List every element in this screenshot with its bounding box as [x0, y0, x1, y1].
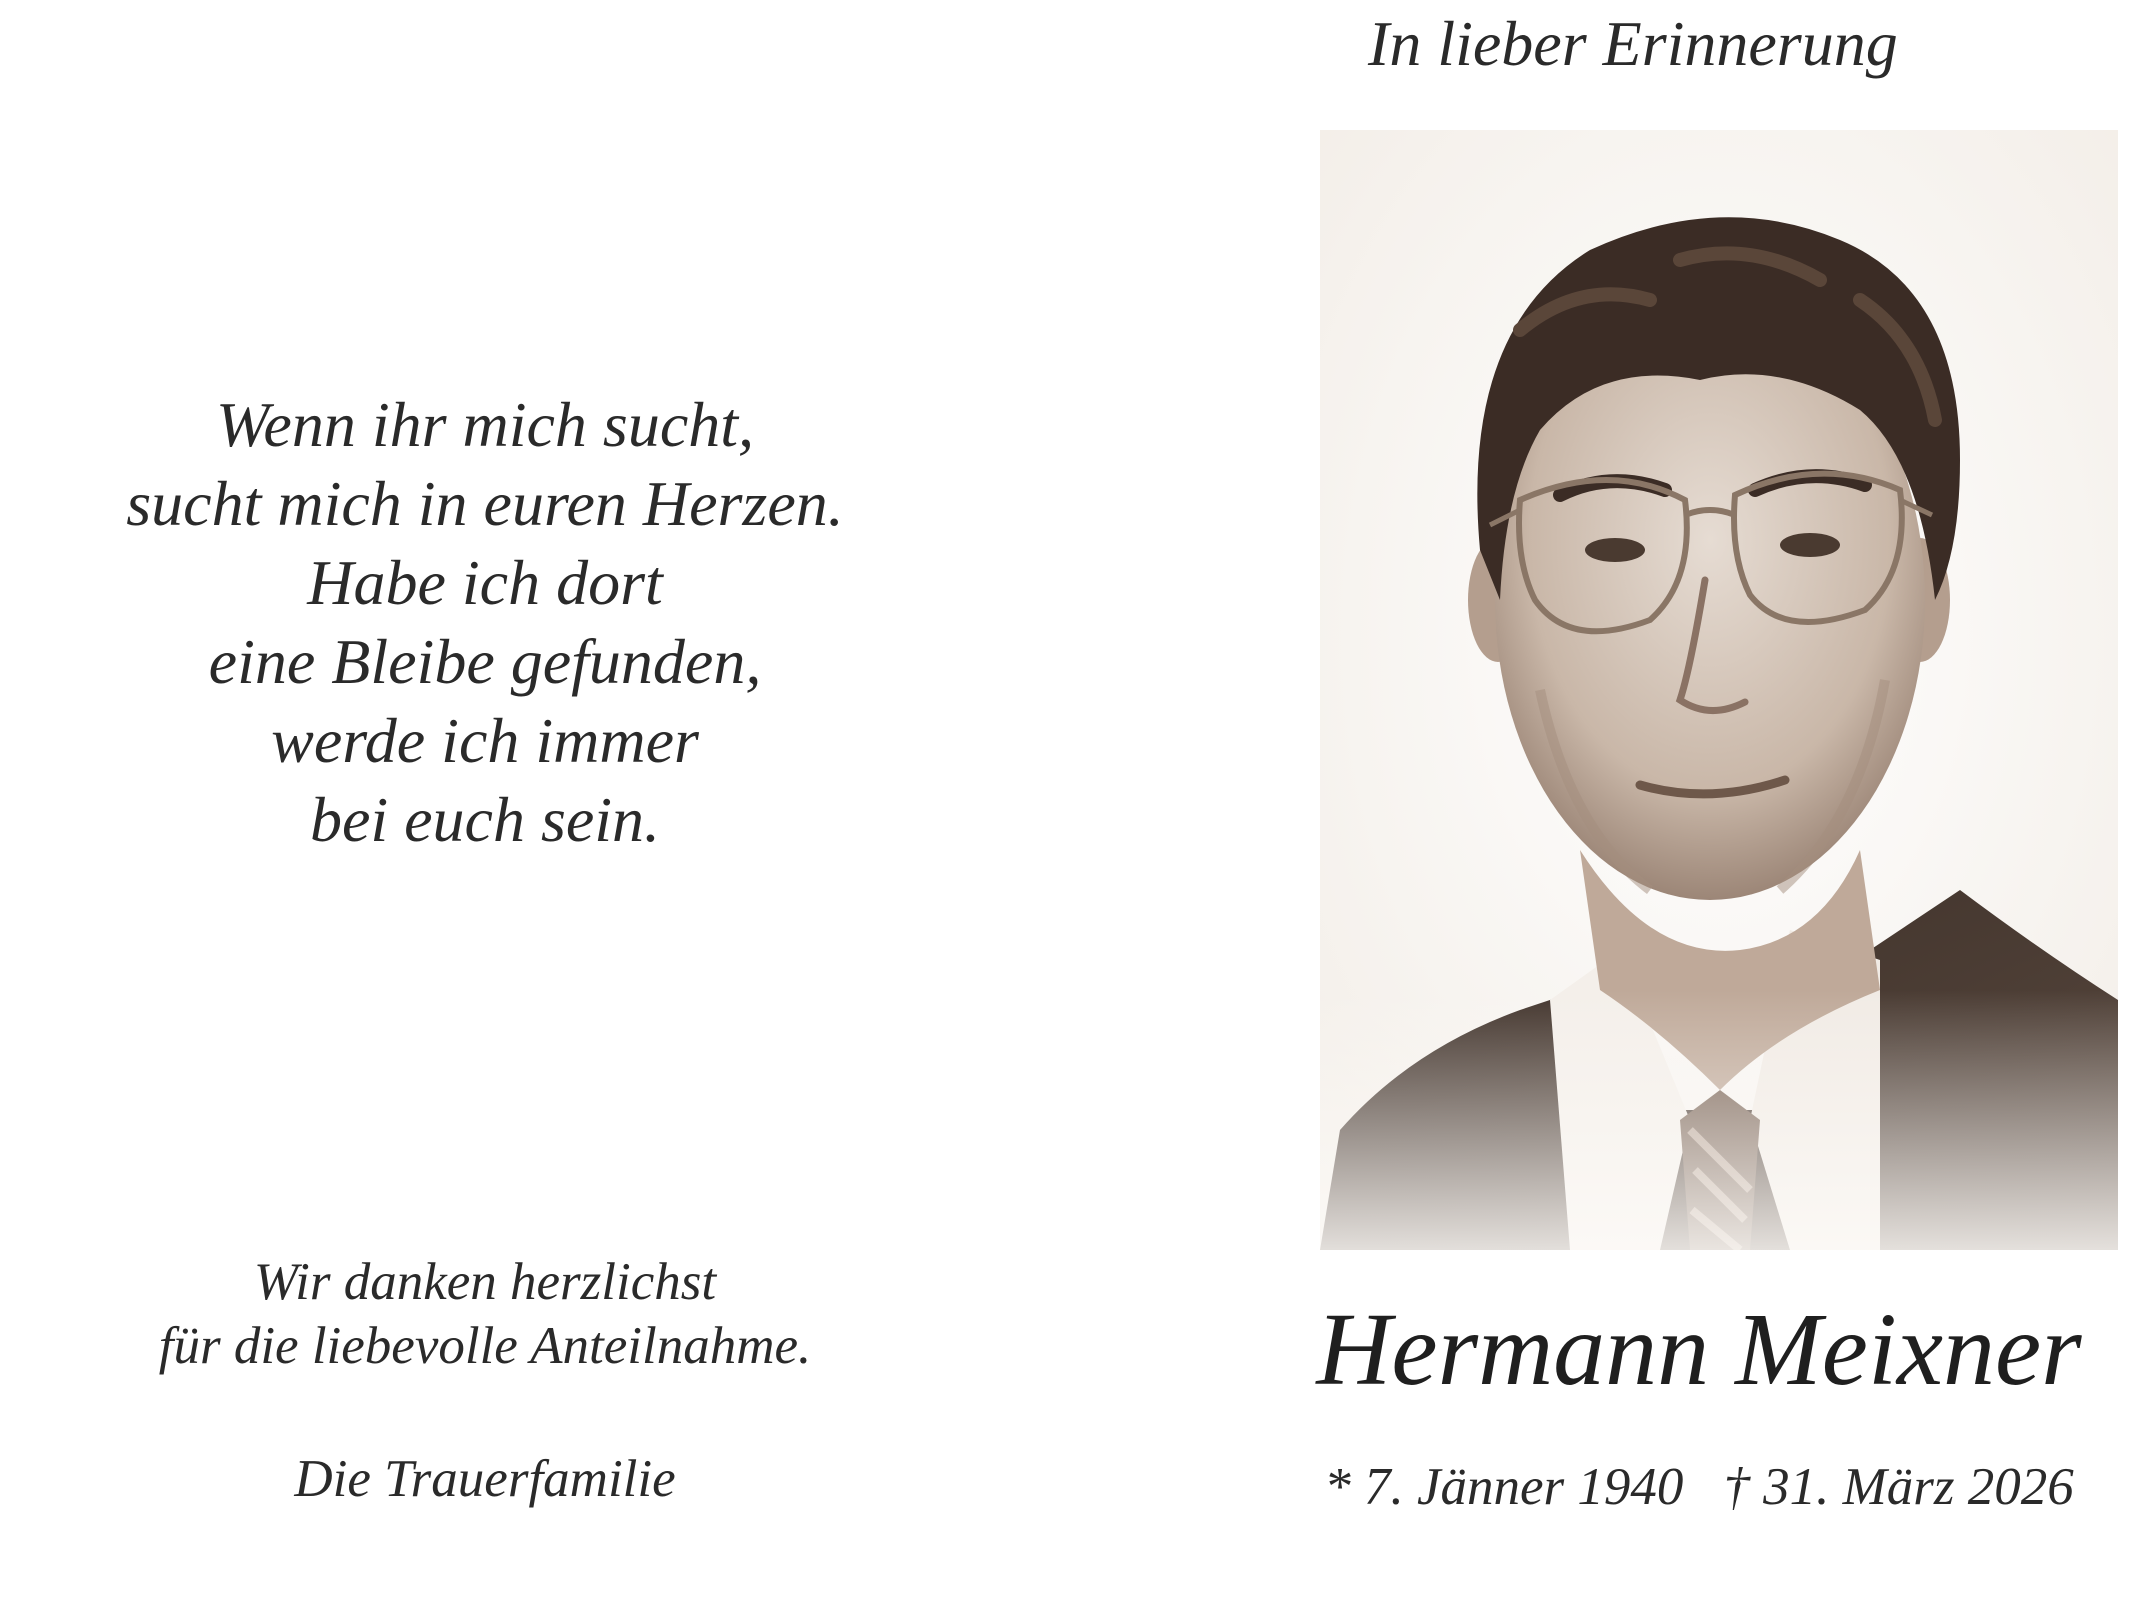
poem-line: bei euch sein.	[309, 784, 661, 855]
death-date: † 31. März 2026	[1723, 1458, 2074, 1516]
thanks-text	[0, 1250, 970, 1378]
thanks-line: für die liebevolle Anteilnahme.	[158, 1317, 812, 1375]
poem-line: Habe ich dort	[307, 547, 663, 618]
portrait-photo	[1320, 130, 2118, 1250]
thanks-line: Wir danken herzlichst	[253, 1253, 717, 1311]
memorial-header: In lieber Erinnerung	[1368, 8, 1898, 79]
portrait-illustration	[1320, 130, 2118, 1250]
poem-line: Wenn ihr mich sucht,	[215, 389, 755, 460]
poem-line: eine Bleibe gefunden,	[208, 626, 762, 697]
poem-line: sucht mich in euren Herzen.	[126, 468, 844, 539]
family-signature: Die Trauerfamilie	[294, 1450, 676, 1508]
birth-date: * 7. Jänner 1940	[1324, 1458, 1684, 1516]
left-panel	[0, 0, 970, 1600]
life-dates	[1260, 1455, 2138, 1519]
deceased-name: Hermann Meixner	[1316, 1292, 2082, 1407]
poem	[0, 385, 970, 859]
poem-line: werde ich immer	[271, 705, 699, 776]
right-panel	[1260, 0, 2138, 1600]
